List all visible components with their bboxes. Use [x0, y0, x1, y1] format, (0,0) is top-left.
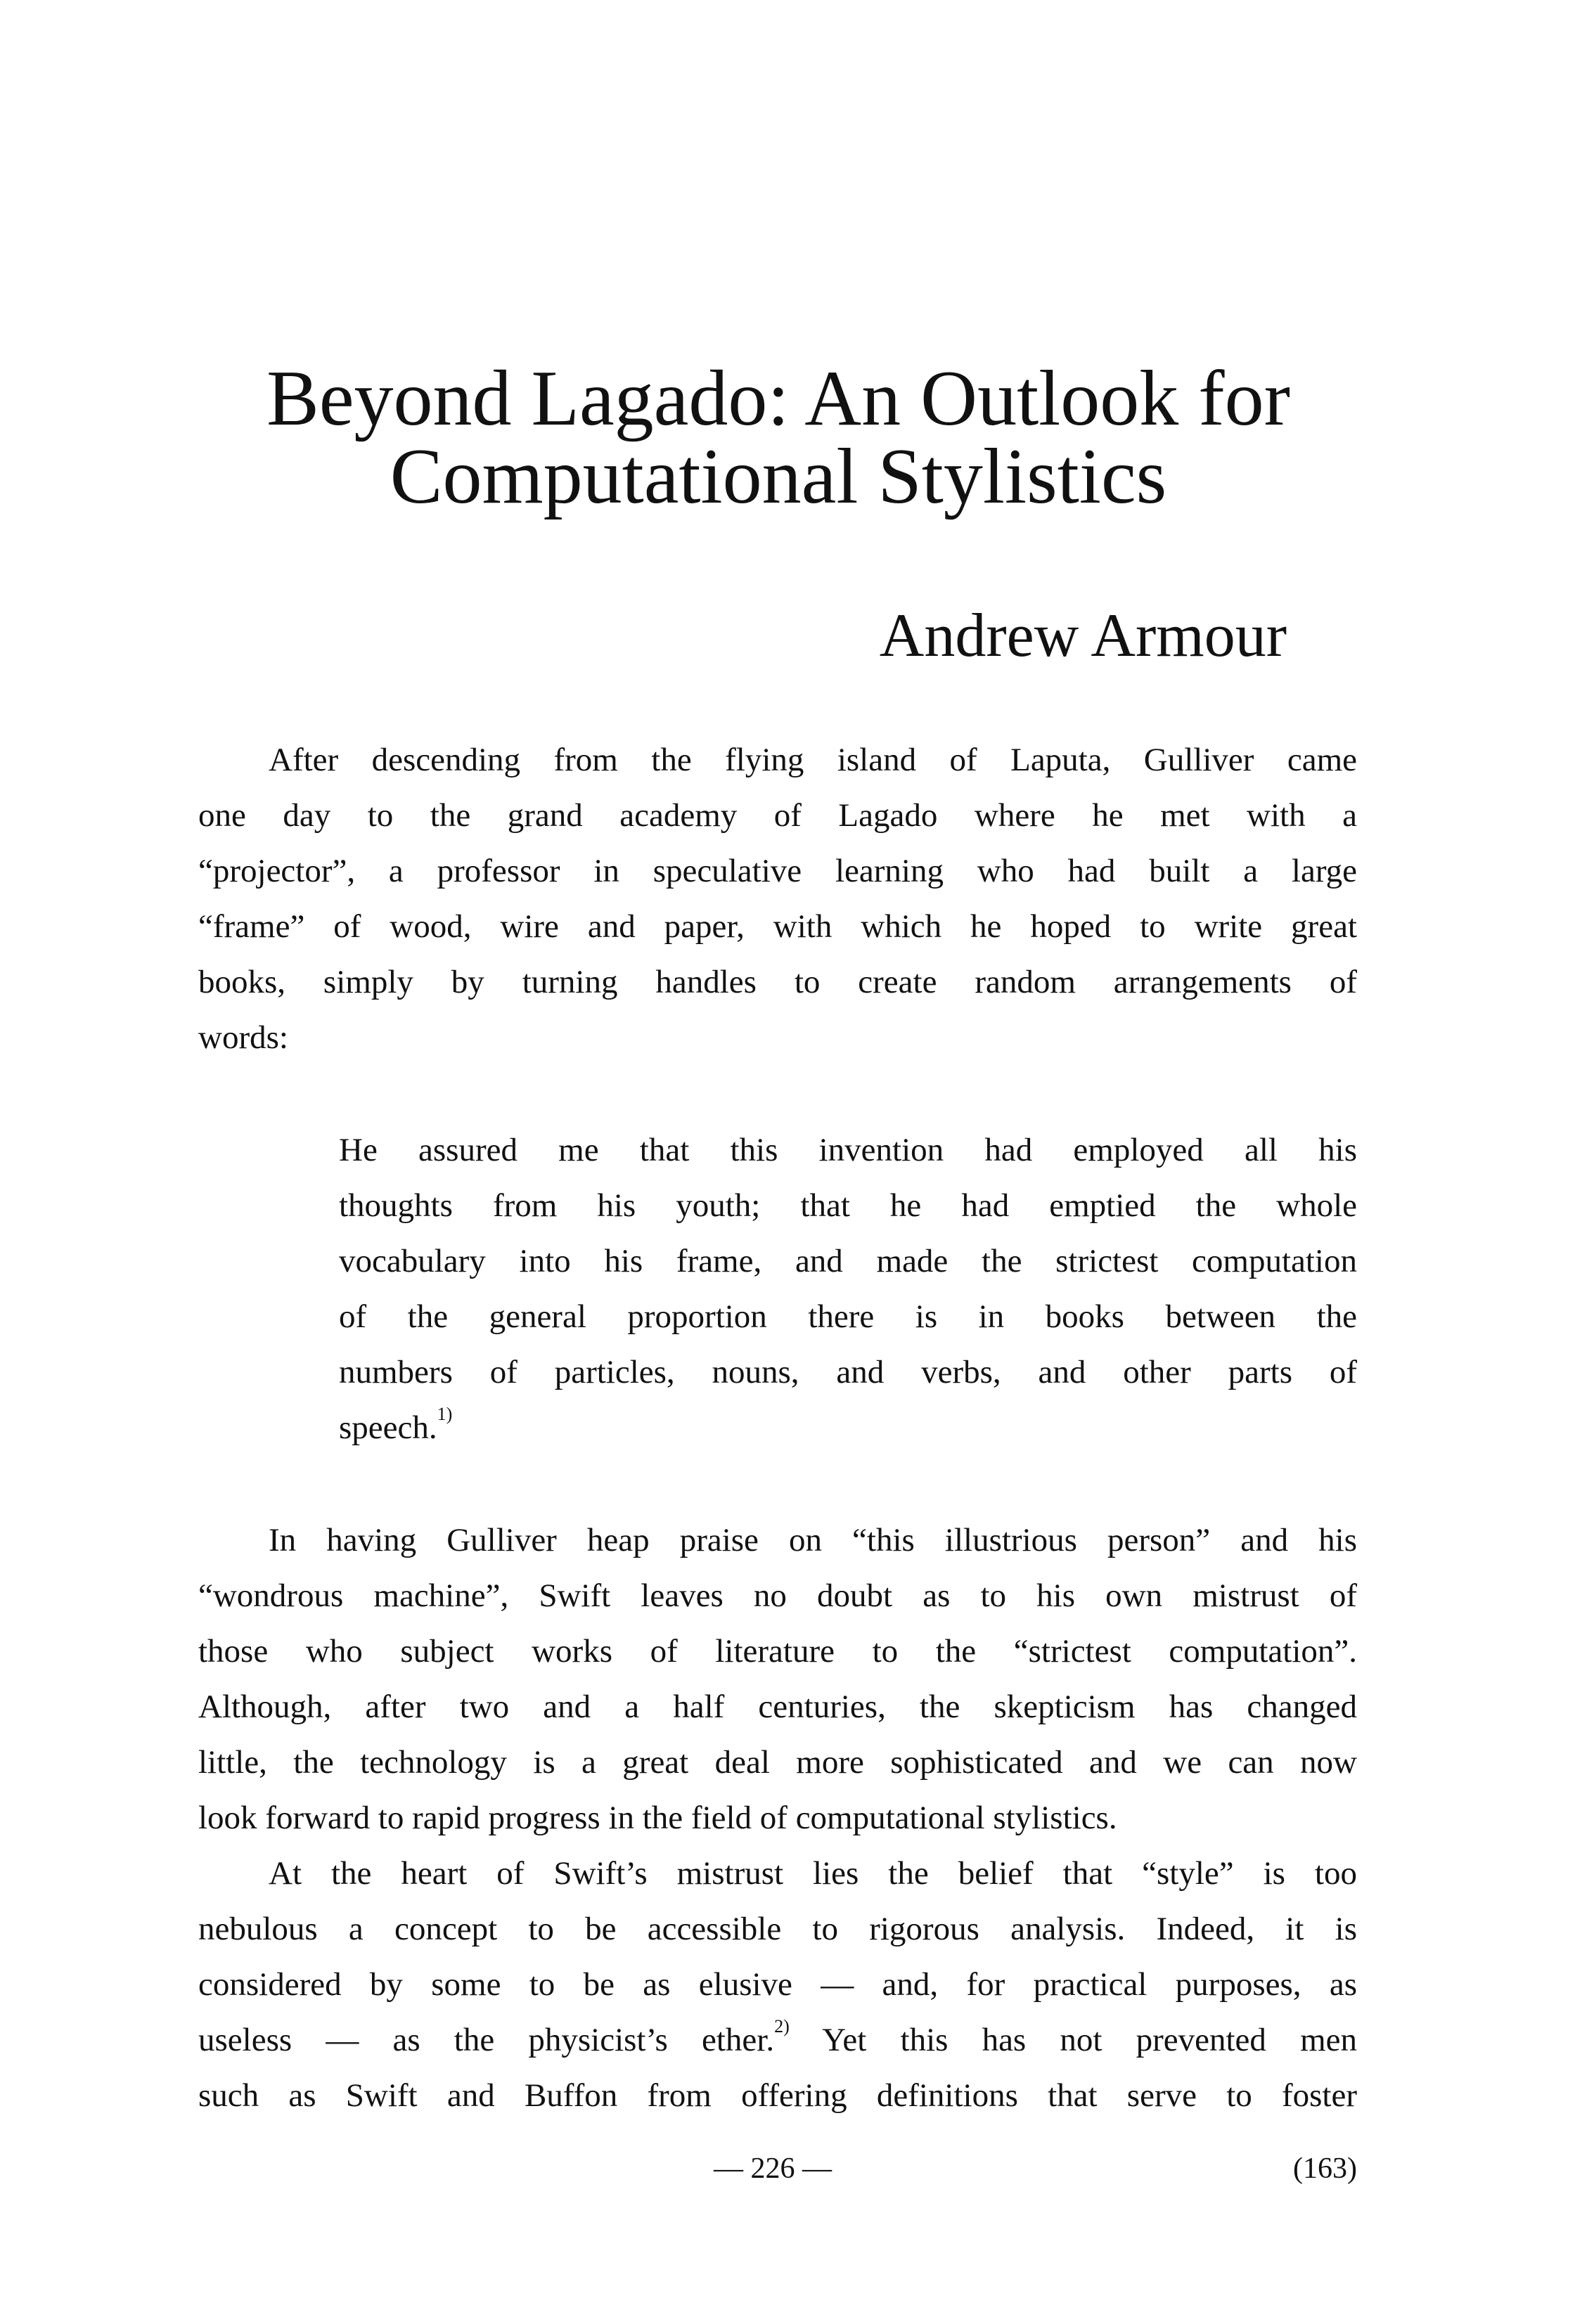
text-line-content: Yet this has not prevented men: [789, 2022, 1357, 2058]
text-line-content: “wondrous machine”, Swift leaves no doubt as to his own mistrust of: [198, 1577, 1357, 1614]
text-line: [198, 1790, 1357, 1846]
text-line: [339, 1345, 1357, 1400]
text-line-content: one day to the grand academy of Lagado where he met with a: [198, 797, 1357, 834]
text-line: [339, 1234, 1357, 1289]
title-line-1: Beyond Lagado: An Outlook for: [266, 355, 1290, 442]
text-line-content: “projector”, a professor in speculative learning who had built a large: [198, 853, 1357, 889]
text-line: [198, 899, 1357, 955]
text-line-content: books, simply by turning handles to create random arrangements of: [198, 964, 1357, 1000]
text-line-content: useless — as the physicist’s ether.: [198, 2022, 775, 2058]
text-line-content: numbers of particles, nouns, and verbs, and other parts of: [339, 1354, 1357, 1390]
text-line-content: speech.: [339, 1409, 437, 1446]
paragraph-1: [198, 732, 1357, 1066]
text-line-content: little, the technology is a great deal more sophisticated and we can now: [198, 1744, 1357, 1781]
text-line: [339, 1400, 1357, 1456]
alt-page-number: (163): [1293, 2152, 1357, 2185]
text-line: [198, 955, 1357, 1010]
text-line: [198, 2013, 1357, 2068]
text-line-content: At the heart of Swift’s mistrust lies the belief that “style” is too: [269, 1855, 1357, 1892]
text-line-content: Although, after two and a half centuries, the skepticism has changed: [198, 1689, 1357, 1725]
text-line: [198, 1735, 1357, 1790]
text-line-content: In having Gulliver heap praise on “this illustrious person” and his: [269, 1522, 1357, 1558]
footnote-marker: 1): [437, 1404, 453, 1424]
text-line: [198, 1624, 1357, 1679]
footnote-marker: 2): [774, 2016, 790, 2036]
text-line-content: “frame” of wood, wire and paper, with which he hoped to write great: [198, 908, 1357, 945]
text-line: [198, 1513, 1357, 1568]
paragraphs-2-3: [198, 1513, 1357, 2124]
text-line: [198, 1957, 1357, 2013]
text-line-content: considered by some to be as elusive — and, for practical purposes, as: [198, 1966, 1357, 2003]
text-line: [198, 2068, 1357, 2124]
text-line-content: nebulous a concept to be accessible to rigorous analysis. Indeed, it is: [198, 1911, 1357, 1947]
text-line: [339, 1178, 1357, 1234]
text-line: [198, 1679, 1357, 1735]
text-line-content: those who subject works of literature to the “strictest computation”.: [198, 1633, 1357, 1670]
text-line-content: He assured me that this invention had employed all his: [339, 1132, 1357, 1168]
text-line-content: look forward to rapid progress in the field of computational stylistics.: [198, 1800, 1117, 1836]
text-line: [339, 1289, 1357, 1345]
text-line: [198, 844, 1357, 899]
text-line-content: After descending from the flying island of Laputa, Gulliver came: [269, 742, 1357, 778]
text-line-content: vocabulary into his frame, and made the strictest computation: [339, 1243, 1357, 1279]
title-line-2: Computational Stylistics: [390, 433, 1167, 520]
text-line: [339, 1123, 1357, 1178]
author-name: Andrew Armour: [879, 602, 1287, 670]
text-line: [198, 1902, 1357, 1957]
text-line-content: such as Swift and Buffon from offering definitions that serve to foster: [198, 2077, 1357, 2114]
block-quote: [339, 1123, 1357, 1456]
text-line: [198, 732, 1357, 788]
text-line-content: words:: [198, 1019, 288, 1056]
text-line-content: thoughts from his youth; that he had emptied the whole: [339, 1187, 1357, 1224]
page-number: — 226 —: [714, 2152, 832, 2185]
text-line: [198, 1846, 1357, 1902]
text-line-content: of the general proportion there is in books between the: [339, 1298, 1357, 1335]
text-line: [198, 1010, 1357, 1066]
text-line: [198, 1568, 1357, 1624]
text-line: [198, 788, 1357, 844]
